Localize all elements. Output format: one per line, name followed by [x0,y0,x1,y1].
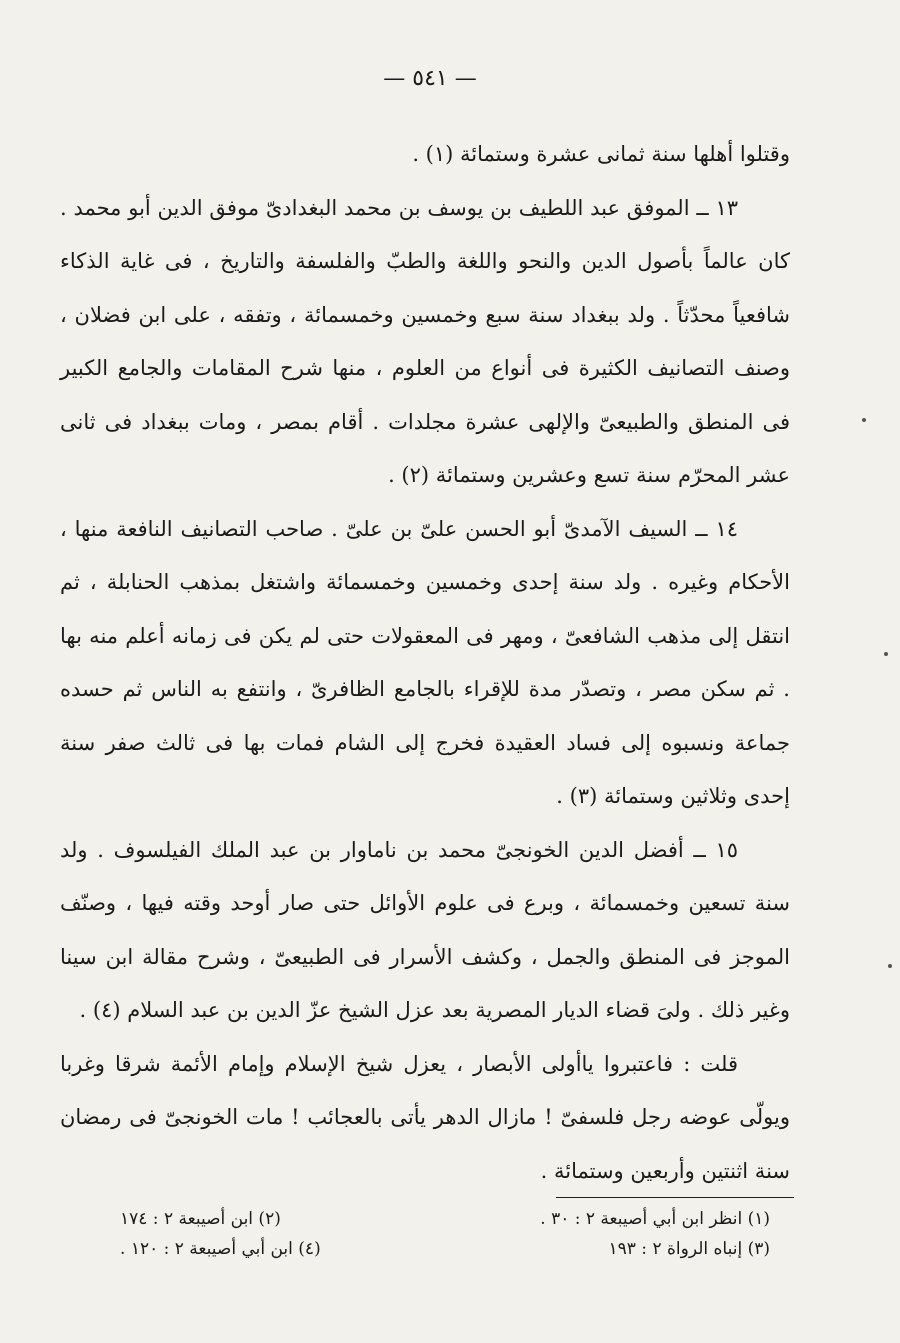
paper-speck [888,964,892,968]
paper-speck [884,652,888,656]
footnotes [120,1204,770,1264]
main-text [60,128,790,1198]
footnote-row [120,1204,770,1234]
footnote-1: (١) انظر ابن أبي أصيبعة ٢ : ٣٠ . [540,1209,770,1229]
paragraph-entry-14: ١٤ ــ السيف الآمدىّ أبو الحسن علىّ بن علىّ . صاحب التصانيف النافعة منها ، الأحكام وغيره . ولد سنة إحدى وخمسين وخمسمائة واشتغل بمذهب الحنابلة ، ثم انتقل إلى مذهب الشافعىّ ، ومهر فى المعقولات حتى لم يكن فى زمانه أعلم منه بها . ثم سكن مصر ، وتصدّر مدة للإقراء بالجامع الظافرىّ ، وانتفع به الناس ثم حسده جماعة ونسبوه إلى فساد العقيدة فخرج إلى الشام فمات بها فى ثالث صفر سنة إحدى وثلاثين وستمائة (٣) . [60,516,790,808]
page-number: — ٥٤١ — [383,66,477,91]
paragraph-continuation: وقتلوا أهلها سنة ثمانى عشرة وستمائة (١) . [412,142,790,166]
paragraph-entry-15: ١٥ ــ أفضل الدين الخونجىّ محمد بن ناماوار بن عبد الملك الفيلسوف . ولد سنة تسعين وخمسمائة ، وبرع فى علوم الأوائل حتى صار أوحد وقته فيها ، وصنّف الموجز فى المنطق والجمل ، وكشف الأسرار فى الطبيعىّ ، وشرح مقالة ابن سينا وغير ذلك . ولىَ قضاء الديار المصرية بعد عزل الشيخ عزّ الدين بن عبد السلام (٤) . [60,837,790,1022]
footnote-4: (٤) ابن أبي أصيبعة ٢ : ١٢٠ . [120,1239,321,1259]
footnote-divider [556,1197,794,1198]
footnote-3: (٣) إنباه الرواة ٢ : ١٩٣ [608,1239,770,1259]
paper-speck [862,418,866,422]
paragraph-commentary: قلت : فاعتبروا ياأولى الأبصار ، يعزل شيخ الإسلام وإمام الأئمة شرقا وغربا ويولّى عوضه رجل فلسفىّ ! مازال الدهر يأتى بالعجائب ! مات الخونجىّ فى رمضان سنة اثنتين وأربعين وستمائة . [60,1051,790,1183]
paragraph-entry-13: ١٣ ــ الموفق عبد اللطيف بن يوسف بن محمد البغدادىّ موفق الدين أبو محمد . كان عالماً بأصول الدين والنحو واللغة والطبّ والفلسفة والتاريخ ، فى غاية الذكاء شافعياً محدّثاً . ولد ببغداد سنة سبع وخمسين وخمسمائة ، وتفقه ، على ابن فضلان ، وصنف التصانيف الكثيرة فى أنواع من العلوم ، منها شرح المقامات والجامع الكبير فى المنطق والطبيعىّ والإلهى عشرة مجلدات . أقام بمصر ، ومات ببغداد فى ثانى عشر المحرّم سنة تسع وعشرين وستمائة (٢) . [60,195,790,487]
footnote-row [120,1234,770,1264]
footnote-2: (٢) ابن أصيبعة ٢ : ١٧٤ [120,1209,281,1229]
